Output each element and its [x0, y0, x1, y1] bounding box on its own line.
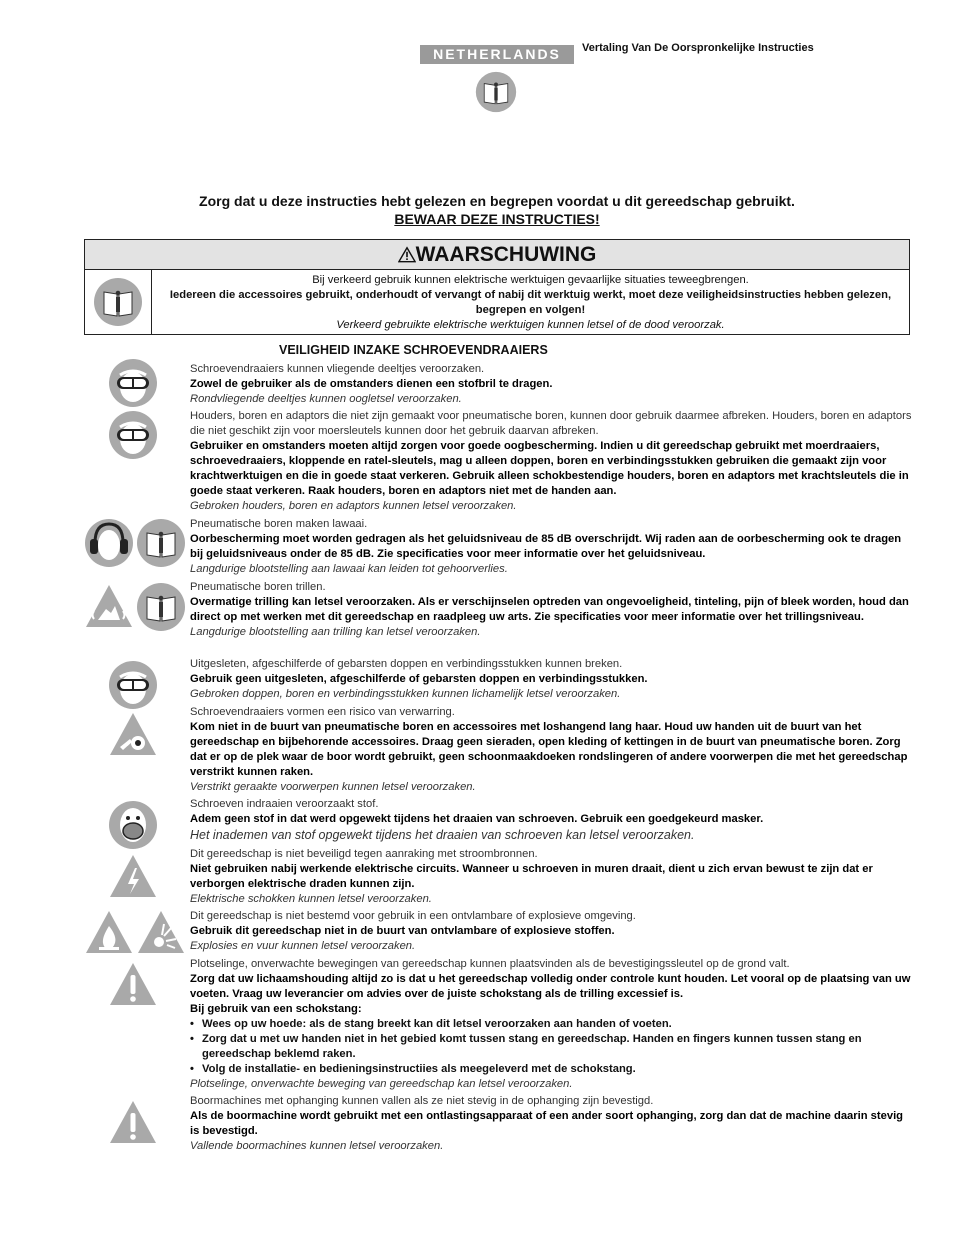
hazard-text: Dit gereedschap is niet bestemd voor gebruik in een ontvlambare of explosieve omgeving.	[190, 910, 636, 922]
electric-shock-warning-icon	[108, 852, 158, 902]
safety-section	[190, 847, 912, 907]
instruction-text: Oorbescherming moet worden gedragen als het geluidsniveau de 85 dB overschrijdt. Wij raden aan de oorbescherming ook te dragen bij geluidsniveaus onder de 85 dB. Zie specificaties voor meer informatie over het geluidsniveau.	[190, 533, 902, 560]
safety-section	[190, 957, 912, 1092]
instruction-text: Gebruik dit gereedschap niet in de buurt van ontvlambare of explosieve stoffen.	[190, 925, 615, 937]
safety-section	[190, 909, 912, 954]
warning-header	[85, 240, 909, 270]
consequence-text: Gebroken doppen, boren en verbindingsstukken kunnen lichamelijk letsel veroorzaken.	[190, 688, 621, 700]
hazard-text: Uitgesleten, afgeschilferde of gebarsten doppen en verbindingsstukken kunnen breken.	[190, 658, 623, 670]
vibration-warning-icon	[84, 582, 134, 632]
safety-section	[190, 517, 912, 577]
language-badge: NETHERLANDS	[420, 45, 574, 64]
list-item: • Volg de installatie- en bedieningsinstructiies als meegeleverd met de schokstang.	[190, 1062, 912, 1077]
hazard-text: Plotselinge, onverwachte bewegingen van gereedschap kunnen plaatsvinden als de bevestigingssleutel op de grond valt.	[190, 958, 790, 970]
consequence-text: Elektrische schokken kunnen letsel veroorzaken.	[190, 893, 432, 905]
bullet-list	[190, 1017, 912, 1077]
consequence-text: Langdurige blootstelling aan lawaai kan leiden tot gehoorverlies.	[190, 563, 508, 575]
instruction-text: Adem geen stof in dat werd opgewekt tijdens het draaien van schroeven. Gebruik een goedgekeurd masker.	[190, 813, 764, 825]
instruction-text: Zowel de gebruiker als de omstanders dienen een stofbril te dragen.	[190, 378, 553, 390]
section-title: VEILIGHEID INZAKE SCHROEVENDRAAIERS	[279, 343, 548, 357]
ear-protection-icon	[84, 518, 134, 568]
warning-text	[152, 270, 909, 334]
instruction-text: Kom niet in de buurt van pneumatische boren en accessoires met loshangend lang haar. Houd uw handen uit de buurt van het gereedschap en bijbehorende accessoires. Draag geen sieraden, open kleding of kettingen in de buurt van pneumatische boren. Zorg dat er op de plek waar de boor wordt gebruikt, geen schoonmaakdoeken rondslingeren of andere voorwerpen die met het gereedschap verstrikt kunnen raken.	[190, 721, 908, 778]
consequence-text: Het inademen van stof opgewekt tijdens het draaien van schroeven kan letsel veroorzaken.	[190, 828, 695, 842]
warning-box	[84, 239, 910, 335]
save-instructions-line: BEWAAR DEZE INSTRUCTIES!	[394, 211, 600, 227]
consequence-text: Gebroken houders, boren en adaptors kunnen letsel veroorzaken.	[190, 500, 517, 512]
hazard-text: Boormachines met ophanging kunnen vallen als ze niet stevig in de ophanging zijn bevestigd.	[190, 1095, 654, 1107]
instruction-text: Zorg dat uw lichaamshouding altijd zo is dat u het gereedschap volledig onder controle kunt houden. Let vooral op de plaatsing van uw voeten. Vraag uw leverancier om advies over de juiste schokstang als de trilling excessief is.	[190, 973, 911, 1000]
general-warning-icon	[108, 1098, 158, 1148]
safety-section	[190, 797, 912, 843]
warning-title: WAARSCHUWING	[415, 243, 597, 266]
warning-line: Iedereen die accessoires gebruikt, onderhoudt of vervangt of nabij dit werktuig werkt, moet deze veiligheidsinstructies hebben gelezen, begrepen en volgen!	[169, 289, 892, 316]
warning-line: Verkeerd gebruikte elektrische werktuigen kunnen letsel of de dood veroorzak.	[336, 319, 725, 331]
consequence-text: Vallende boormachines kunnen letsel veroorzaken.	[190, 1140, 444, 1152]
read-manual-icon	[475, 71, 517, 113]
safety-section	[190, 657, 912, 702]
instruction-text: Gebruiker en omstanders moeten altijd zorgen voor goede oogbescherming. Indien u dit gereedschap gebruikt met moerdraaiers, schroevedraaiers, kloppende en ratel-sleutels, mag u alleen doppen, boren en verbindingsstukken gebruiken die gemaakt zijn voor krachtwerktuigen en die in goede staat verkeren. Gebruik alleen schokbestendige houders, boren en adaptors met krachtsleutels die in goede staat verkeren. Raak houders, boren en adaptors niet met de handen aan.	[190, 440, 909, 497]
safety-section	[190, 705, 912, 795]
general-warning-icon	[108, 960, 158, 1010]
safety-goggles-icon	[108, 660, 158, 710]
hazard-text: Schroeven indraaien veroorzaakt stof.	[190, 798, 379, 810]
safety-goggles-icon	[108, 358, 158, 408]
safety-section	[190, 409, 912, 514]
explosive-warning-icon	[136, 908, 186, 958]
intro-line: Zorg dat u deze instructies hebt gelezen en begrepen voordat u dit gereedschap gebruikt.	[199, 193, 795, 209]
hazard-text: Schroevendraaiers kunnen vliegende deeltjes veroorzaken.	[190, 363, 485, 375]
consequence-text: Explosies en vuur kunnen letsel veroorzaken.	[190, 940, 416, 952]
consequence-text: Plotselinge, onverwachte beweging van gereedschap kan letsel veroorzaken.	[190, 1078, 573, 1090]
hazard-text: Houders, boren en adaptors die niet zijn gemaakt voor pneumatische boren, kunnen door gebruik daarmee afbreken. Houders, boren en adaptors die niet geschikt zijn voor moersleutels kunnen door het gebruik daarvan afbreken.	[190, 410, 912, 437]
hazard-text: Dit gereedschap is niet beveiligd tegen aanraking met stroombronnen.	[190, 848, 538, 860]
warning-body	[85, 270, 909, 334]
instruction-subheading: Bij gebruik van een schokstang:	[190, 1003, 362, 1015]
hazard-text: Pneumatische boren maken lawaai.	[190, 518, 368, 530]
instruction-text: Gebruik geen uitgesleten, afgeschilferde of gebarsten doppen en verbindingsstukken.	[190, 673, 648, 685]
consequence-text: Langdurige blootstelling aan trilling kan letsel veroorzaken.	[190, 626, 481, 638]
document-subtitle: Vertaling Van De Oorspronkelijke Instructies	[582, 42, 814, 54]
instruction-text: Niet gebruiken nabij werkende elektrische circuits. Wanneer u schroeven in muren draait, dient u zich ervan bewust te zijn dat er verborgen elektrische draden kunnen zijn.	[190, 863, 873, 890]
warning-line: Bij verkeerd gebruik kunnen elektrische werktuigen gevaarlijke situaties teweegbrengen.	[312, 274, 749, 286]
read-manual-icon	[93, 277, 143, 327]
dust-mask-icon	[108, 800, 158, 850]
flammable-warning-icon	[84, 908, 134, 958]
instruction-text: Overmatige trilling kan letsel veroorzaken. Als er verschijnselen optreden van ongevoeligheid, tinteling, pijn of bleek worden, houd dan direct op met werken met dit gereedschap en raadpleeg uw arts. Zie specificaties voor meer informatie over het trillingsniveau.	[190, 596, 909, 623]
read-manual-icon	[136, 582, 186, 632]
list-item: • Zorg dat u met uw handen niet in het gebied komt tussen stang en gereedschap. Handen en fingers kunnen tussen stang en gereedschap beklemd raken.	[190, 1032, 912, 1062]
hazard-text: Pneumatische boren trillen.	[190, 581, 326, 593]
warning-triangle-icon	[398, 246, 416, 263]
warning-icon-cell	[85, 270, 152, 334]
instruction-text: Als de boormachine wordt gebruikt met een ontlastingsapparaat of een ander soort ophanging, zorg dan dat de machine daarin stevig is bevestigd.	[190, 1110, 904, 1137]
safety-section	[190, 580, 912, 640]
safety-section	[190, 1094, 912, 1154]
read-manual-icon	[136, 518, 186, 568]
list-item: • Wees op uw hoede: als de stang breekt kan dit letsel veroorzaken aan handen of voeten.	[190, 1017, 912, 1032]
safety-section	[190, 362, 912, 407]
hazard-text: Schroevendraaiers vormen een risico van verwarring.	[190, 706, 455, 718]
entanglement-warning-icon	[108, 710, 158, 760]
consequence-text: Rondvliegende deeltjes kunnen oogletsel veroorzaken.	[190, 393, 462, 405]
safety-goggles-icon	[108, 410, 158, 460]
intro	[84, 192, 910, 228]
consequence-text: Verstrikt geraakte voorwerpen kunnen letsel veroorzaken.	[190, 781, 476, 793]
